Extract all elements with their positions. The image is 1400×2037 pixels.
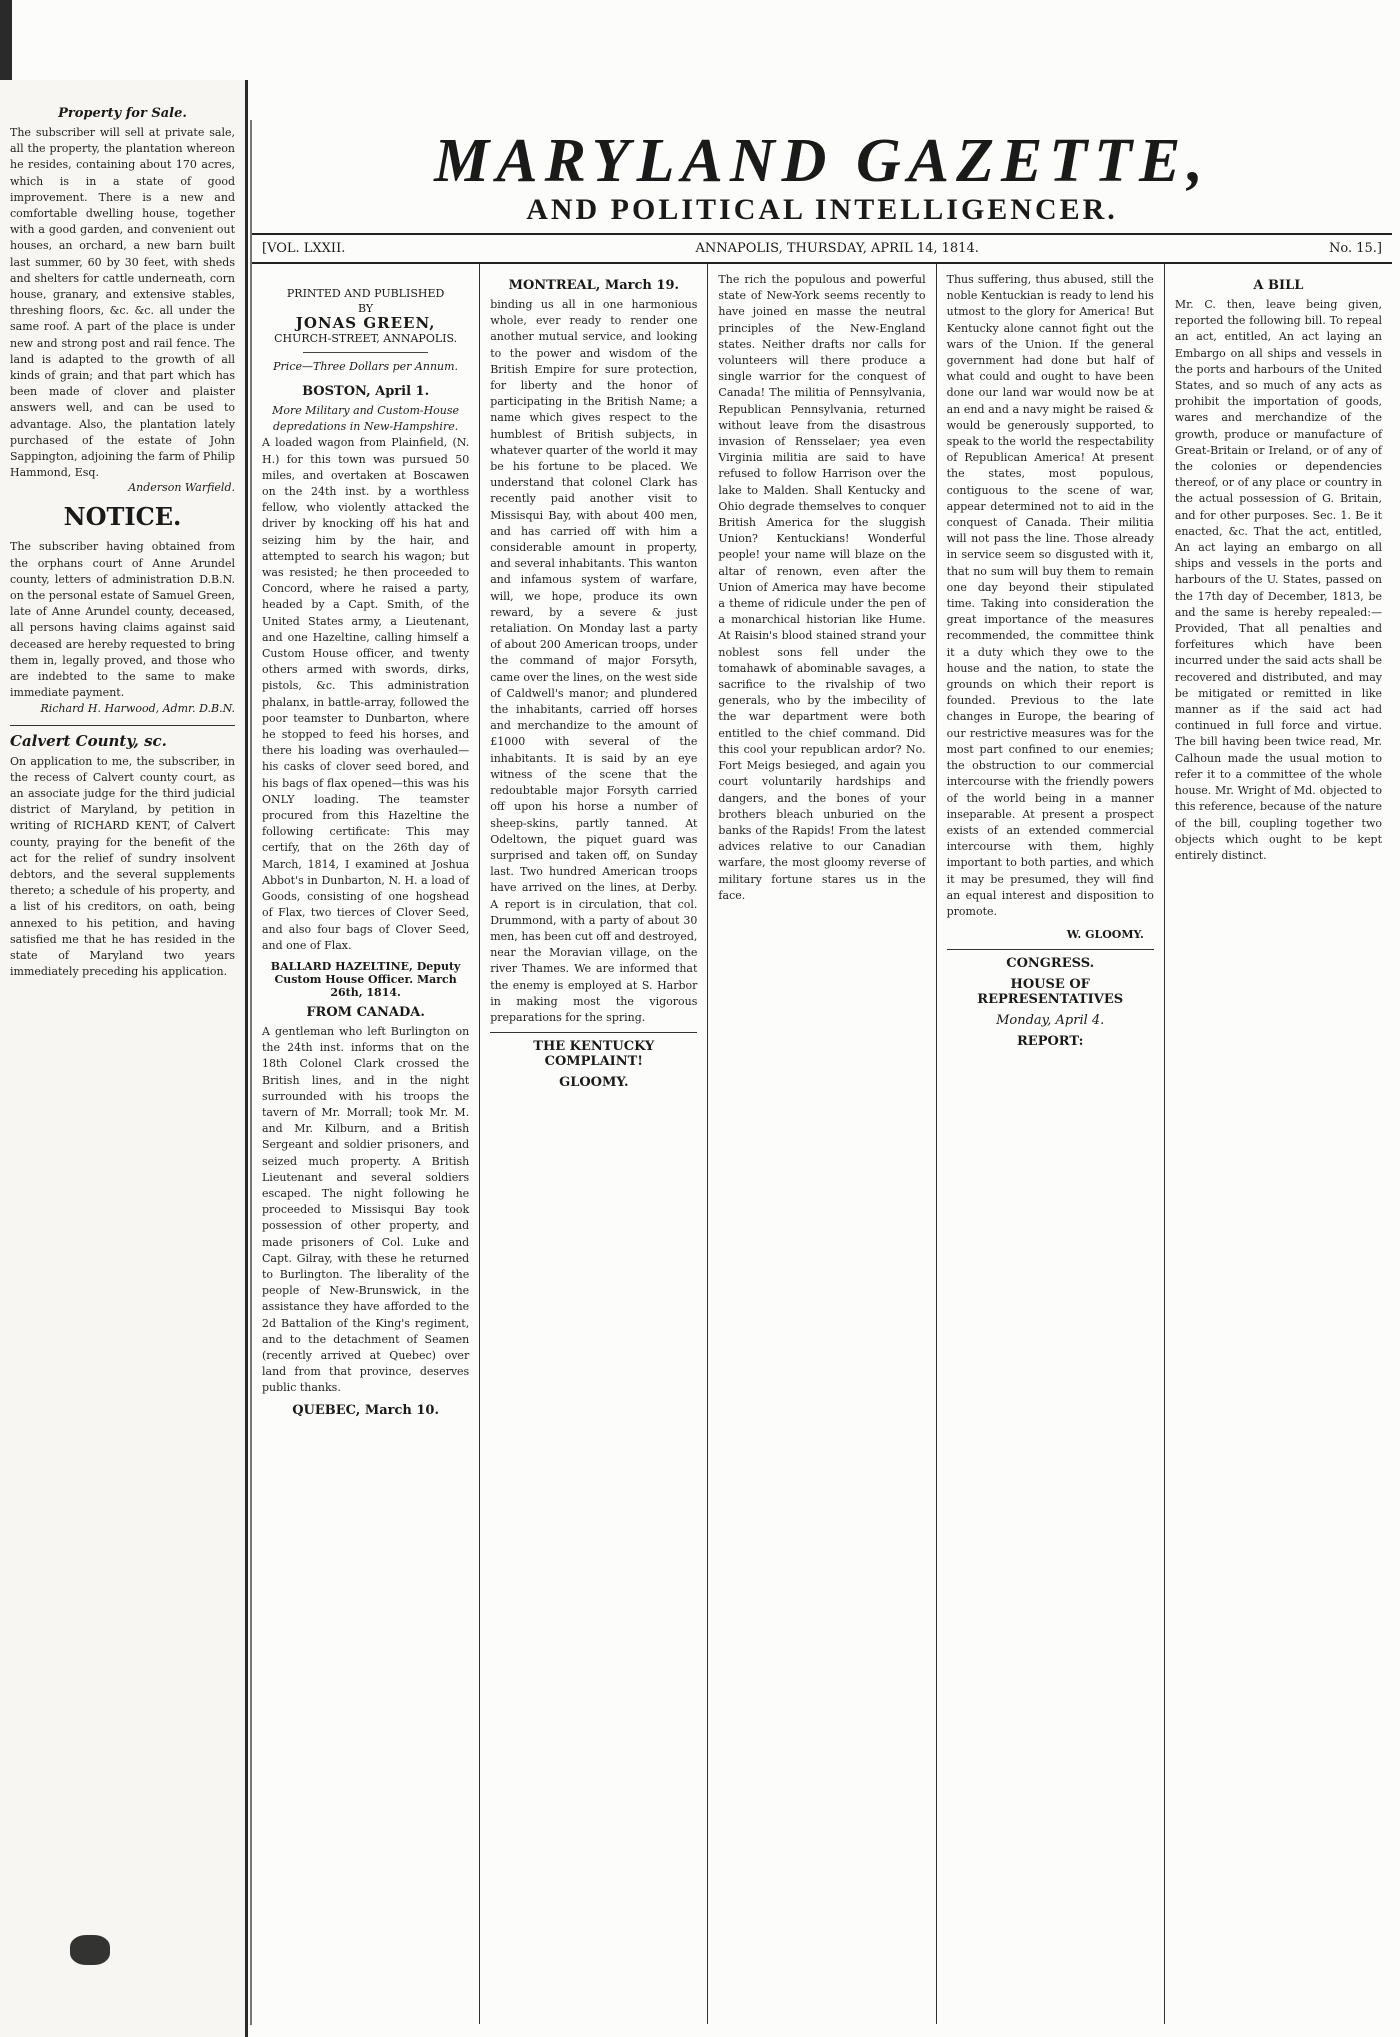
congress-heading: CONGRESS.: [947, 949, 1154, 971]
column-3: [708, 264, 936, 2024]
montreal-article: binding us all in one harmonious whole, ever ready to render one another mutual service, and looking to the power and wisdom of the British Empire for sure protection, for liberty and the honor of participating in the British Name; a name which gives respect to the humblest of British subjects, in whatever quarter of the world it may be his fortune to be placed. We understand that colonel Clark has recently paid another visit to Missisqui Bay, with about 400 men, and has carried off with him a considerable amount in property, and several inhabitants. This wanton and infamous system of warfare, will, we hope, produce its own reward, by a severe & just retaliation. On Monday last a party of about 200 American troops, under the command of major Forsyth, came over the lines, on the west side of Caldwell's manor; and plundered the inhabitants, carried off horses and merchandize to the amount of £1000 with several of the inhabitants. It is said by an eye witness of the scene that the redoubtable major Forsyth carried off upon his horse a number of sheep-skins, partly tanned. At Odeltown, the piquet guard was surprised and taken off, on Sunday last. Two hundred American troops have arrived on the lines, at Derby. A report is in circulation, that col. Drummond, with a party of about 30 men, has been cut off and destroyed, near the Moravian village, on the river Thames. We are informed that the enemy is employed at S. Harbor in making most the vigorous preparations for the spring.: [490, 298, 698, 1024]
volume-label: [VOL. LXXII.: [262, 241, 346, 256]
notice-text: The subscriber having obtained from the orphans court of Anne Arundel county, letters of administration D.B.N. on the personal estate of Samuel Green, late of Anne Arundel county, deceased, all persons having claims against said deceased are hereby requested to bring them in, legally proved, and those who are indebted to the same to make immediate payment.: [10, 540, 235, 700]
property-for-sale-heading: Property for Sale.: [58, 106, 187, 121]
boston-heading: BOSTON, April 1.: [302, 384, 430, 399]
report-heading: REPORT:: [1017, 1034, 1084, 1050]
publisher-name: JONAS GREEN,: [295, 314, 436, 332]
kentucky-article: Thus suffering, thus abused, still the noble Kentuckian is ready to lend his utmost to the glory for America! But Kentucky alone cannot fight out the wars of the Union. If the general government had done but half of what could and ought to have been done our land war would now be at an end and a navy might be raised & would be generously supported, to speak to the world the respectability of Republican America! At present the states, most populous, contiguous to the scene of war, appear determined not to aid in the conquest of Canada. Their militia will not pass the line. Those already in service seem so disgusted with it, that no sum will buy them to remain one day beyond their stipulated time. Taking into consideration the great importance of the measures recommended, the committee think it a duty which they owe to the house and the nation, to state the grounds on which their report is founded. Previous to the late changes in Europe, the bearing of our restrictive measures was for the most part confined to our enemies; the obstruction to our commercial intercourse with the friendly powers of the world being in a manner inseparable. At present a prospect exists of an extended commercial intercourse with them, highly important to both parties, and which it may be presumed, they will find an equal interest and disposition to promote.: [946, 273, 1154, 918]
from-canada-heading: FROM CANADA.: [306, 1004, 425, 1020]
masthead: [252, 126, 1392, 227]
gloomy-signature: W. GLOOMY.: [1066, 928, 1144, 942]
publisher-address: CHURCH-STREET, ANNAPOLIS.: [274, 332, 458, 345]
boston-subheading: More Military and Custom-House depredations in New-Hampshire.: [272, 404, 460, 434]
by-label: BY: [358, 302, 374, 315]
dateline-bar: [252, 233, 1392, 264]
bill-article: Mr. C. then, leave being given, reported the following bill. To repeal an act, entitled, An act laying an Embargo on all ships and vessels in the ports and harbours of the United States, and so much of any acts as prohibit the importation of goods, wares and merchandize of the growth, produce or manufacture of Great-Britain or Ireland, or of any of the colonies or dependencies thereof, or of any place or country in the actual possession of G. Britain, and for other purposes. Sec. 1. Be it enacted, &c. That the act, entitled, An act laying an embargo on all ships and vessels in the ports and harbours of the U. States, passed on the 17th day of December, 1813, be and the same is hereby repealed:—Provided, That all penalties and forfeitures which have been incurred under the said acts shall be recovered and distributed, and may be mitigated or remitted in like manner as if the said act had continued in full force and virtue. The bill having been twice read, Mr. Calhoun made the usual motion to refer it to a committee of the whole house. Mr. Wright of Md. objected to this reference, because of the nature of the bill, coupling together two objects which ought to be kept entirely distinct.: [1174, 298, 1383, 862]
ink-blot: [70, 1935, 110, 1965]
canada-article: A gentleman who left Burlington on the 24th inst. informs that on the 18th Colonel Clark crossed the British lines, and in the night surrounded with his troops the tavern of Mr. Morrall; took Mr. M. and Mr. Kilburn, and a British Sergeant and soldier prisoners, and seized much property. A British Lieutenant and several soldiers escaped. The night following he proceeded to Missisqui Bay took possession of other property, and made prisoners of Col. Luke and Capt. Gilray, with these he returned to Burlington. The liberality of the people of New-Brunswick, in the assistance they have afforded to the 2d Battalion of the King's regiment, and to the detachment of Seamen (recently arrived at Quebec) over land from that province, deserves public thanks.: [262, 1024, 470, 1395]
property-for-sale-text: The subscriber will sell at private sale, all the property, the plantation whereon he resides, containing about 170 acres, which is in a state of good improvement. There is a new and comfortable dwelling house, together with a good garden, and convenient out houses, an orchard, a new barn built last summer, 60 by 30 feet, with sheds and shelters for cattle underneath, corn house, granary, and extensive stables, threshing floors, &c. &c. all under the same roof. A part of the place is under new and strong post and rail fence. The land is adapted to the growth of all kinds of grain; and that part which has been made of clover and plaister answers well, and can be used to advantage. Also, the plantation lately purchased of the estate of John Sappington, adjoining the farm of Philip Hammond, Esq.: [10, 126, 235, 480]
notice-heading: NOTICE.: [63, 502, 182, 532]
column-4: [937, 264, 1165, 2024]
column-5: [1165, 264, 1392, 2024]
column-2: [480, 264, 708, 2024]
newspaper-title: MARYLAND GAZETTE,: [434, 127, 1210, 195]
ballard-signature: BALLARD HAZELTINE, Deputy Custom House Officer. March 26th, 1814.: [270, 959, 461, 999]
publisher-block: [262, 286, 469, 374]
printed-by: PRINTED AND PUBLISHED: [286, 287, 445, 300]
signature-harwood: Richard H. Harwood, Admr. D.B.N.: [40, 701, 235, 715]
gazette-page: [250, 120, 1392, 2025]
issue-number: No. 15.]: [1329, 241, 1382, 256]
boston-article: A loaded wagon from Plainfield, (N. H.) for this town was pursued 50 miles, and overtaken at Boscawen on the 24th inst. by a worthless fellow, who violently attacked the driver by knocking off his hat and seizing him by the hair, and attempted to search his wagon; but was resisted; he then proceeded to Concord, where he raised a party, headed by a Capt. Smith, of the United States army, a Lieutenant, and one Hazeltine, calling himself a Custom House officer, and twenty others armed with swords, dirks, pistols, &c. This administration phalanx, in battle-array, followed the poor teamster to Dunbarton, where he stopped to feed his horses, and there his loading was overhauled—his casks of clover seed bored, and his bags of flax opened—this was his ONLY loading. The teamster procured from this Hazeltine the following certificate: This may certify, that on the 26th day of March, 1814, I examined at Joshua Abbot's in Dunbarton, N. H. a load of Goods, consisting of one hogshead of Flax, two tierces of Clover Seed, and also four bags of Clover Seed, and one of Flax.: [262, 436, 470, 952]
calvert-county-heading: Calvert County, sc.: [10, 725, 235, 750]
gloomy-heading: GLOOMY.: [559, 1075, 629, 1091]
left-page-strip: [0, 80, 248, 2037]
quebec-heading: QUEBEC, March 10.: [292, 1402, 439, 1418]
montreal-heading: MONTREAL, March 19.: [508, 278, 680, 293]
signature-warfield: Anderson Warfield.: [128, 481, 235, 495]
house-heading: HOUSE OF REPRESENTATIVES: [977, 977, 1124, 1008]
price-line: Price—Three Dollars per Annum.: [273, 360, 459, 373]
date-label: ANNAPOLIS, THURSDAY, APRIL 14, 1814.: [695, 241, 979, 256]
columns: [252, 264, 1392, 2024]
column-1: [252, 264, 480, 2024]
bill-heading: A BILL: [1253, 278, 1304, 293]
kentucky-complaint-heading: THE KENTUCKY COMPLAINT!: [490, 1032, 697, 1069]
new-york-article: The rich the populous and powerful state of New-York seems recently to have joined en masse the neutral principles of the New-England states. Neither drafts nor calls for volunteers will there produce a single warrior for the conquest of Canada! The militia of Pennsylvania, Republican Pennsylvania, returned without leave from the disastrous invasion of Rensselaer; yea even Virginia militia are said to have refused to follow Harrison over the lake to Malden. Shall Kentucky and Ohio degrade themselves to conquer British America for the sluggish Union? Kentuckians! Wonderful people! your name will blaze on the altar of renown, even after the Union of America may have become a theme of ridicule under the pen of a monarchical historian like Hume. At Raisin's blood stained strand your noblest sons fell under the tomahawk of abominable savages, a sacrifice to the rivalship of two generals, who by the imbecility of the war department were both entitled to the chief command. Did this cool your republican ardor? No. Fort Meigs besieged, and again you court voluntarily hardships and dangers, and the bones of your brothers bleach unburied on the banks of the Rapids! From the latest advices relative to our Canadian warfare, the most gloomy reverse of military fortune stares us in the face.: [718, 273, 926, 902]
house-date: Monday, April 4.: [996, 1013, 1105, 1029]
calvert-county-text: On application to me, the subscriber, in the recess of Calvert county court, as an associate judge for the third judicial district of Maryland, by petition in writing of RICHARD KENT, of Calvert county, praying for the benefit of the act for the relief of sundry insolvent debtors, and the several supplements thereto; a schedule of his property, and a list of his creditors, on oath, being annexed to his petition, and having satisfied me that he has resided in the state of Maryland two years immediately preceding his application.: [10, 754, 235, 979]
newspaper-subtitle: AND POLITICAL INTELLIGENCER.: [526, 193, 1118, 226]
